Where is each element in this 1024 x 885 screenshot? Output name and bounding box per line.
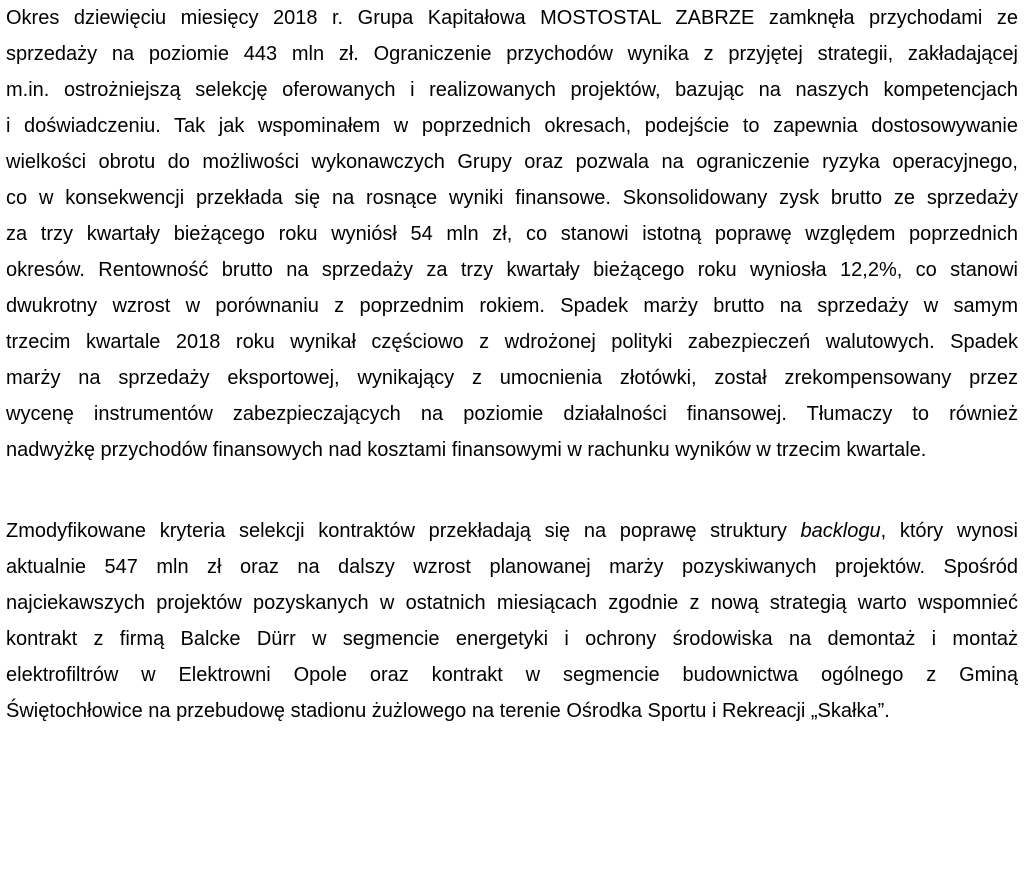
paragraph-1-line-5: wielkości obrotu do możliwości wykonawczych Grupy oraz pozwala na ograniczenie ryzyka operacyjnego, <box>6 151 1018 173</box>
paragraph-1-line-10: trzecim kwartale 2018 roku wynikał częściowo z wdrożonej polityki zabezpieczeń walutowych. Spadek <box>6 331 1018 353</box>
paragraph-2-line-3: najciekawszych projektów pozyskanych w ostatnich miesiącach zgodnie z nową strategią warto wspomnieć <box>6 592 1018 614</box>
paragraph-1-line-8: okresów. Rentowność brutto na sprzedaży za trzy kwartały bieżącego roku wyniosła 12,2%, co stanowi <box>6 259 1018 281</box>
paragraph-1-line-4: i doświadczeniu. Tak jak wspominałem w poprzednich okresach, podejście to zapewnia dostosowywanie <box>6 115 1018 137</box>
paragraph-2-line-1 <box>6 513 1018 549</box>
paragraph-2-line-6: Świętochłowice na przebudowę stadionu żużlowego na terenie Ośrodka Sportu i Rekreacji „Skałka”. <box>6 700 890 722</box>
paragraph-1-line-11: marży na sprzedaży eksportowej, wynikający z umocnienia złotówki, został zrekompensowany przez <box>6 367 1018 389</box>
paragraph-1-line-2: sprzedaży na poziomie 443 mln zł. Ograniczenie przychodów wynika z przyjętej strategii, zakładającej <box>6 43 1018 65</box>
paragraph-1-line-3: m.in. ostrożniejszą selekcję oferowanych i realizowanych projektów, bazując na naszych kompetencjach <box>6 79 1018 101</box>
paragraph-1-line-6: co w konsekwencji przekłada się na rosnące wyniki finansowe. Skonsolidowany zysk brutto ze sprzedaży <box>6 187 1018 209</box>
backlog-term: backlogu <box>800 520 881 542</box>
paragraph-1-line-12: wycenę instrumentów zabezpieczających na poziomie działalności finansowej. Tłumaczy to również <box>6 403 1018 425</box>
paragraph-2-line-5: elektrofiltrów w Elektrowni Opole oraz kontrakt w segmencie budownictwa ogólnego z Gminą <box>6 664 1018 686</box>
paragraph-2-line-1-after: , który wynosi <box>880 520 1018 542</box>
paragraph-1-line-13: nadwyżkę przychodów finansowych nad kosztami finansowymi w rachunku wyników w trzecim kwartale. <box>6 439 927 461</box>
paragraph-1-line-9: dwukrotny wzrost w porównaniu z poprzednim rokiem. Spadek marży brutto na sprzedaży w samym <box>6 295 1018 317</box>
paragraph-2-line-4: kontrakt z firmą Balcke Dürr w segmencie energetyki i ochrony środowiska na demontaż i montaż <box>6 628 1018 650</box>
paragraph-2-line-1-before: Zmodyfikowane kryteria selekcji kontraktów przekładają się na poprawę struktury <box>6 520 787 542</box>
paragraph-1-line-7: za trzy kwartały bieżącego roku wyniósł 54 mln zł, co stanowi istotną poprawę względem poprzednich <box>6 223 1018 245</box>
paragraph-2-line-2: aktualnie 547 mln zł oraz na dalszy wzrost planowanej marży pozyskiwanych projektów. Spośród <box>6 556 1018 578</box>
paragraph-1-line-1: Okres dziewięciu miesięcy 2018 r. Grupa Kapitałowa MOSTOSTAL ZABRZE zamknęła przychodami ze <box>6 7 1018 29</box>
